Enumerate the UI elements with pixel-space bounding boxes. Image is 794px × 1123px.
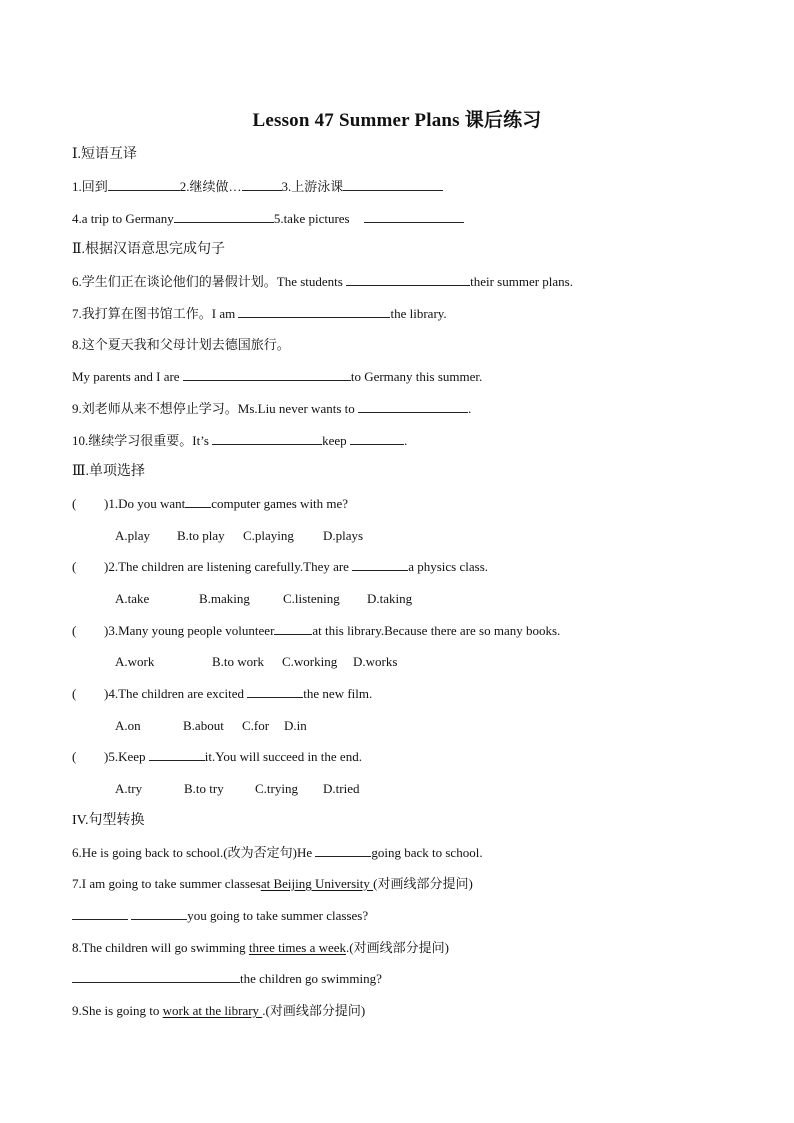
mc-question-3 (72, 622, 560, 640)
mc-stem-b: it.You will succeed in the end. (204, 749, 362, 764)
option-a[interactable]: A.play (115, 528, 151, 543)
q10-en-c: . (403, 433, 408, 448)
s4-q8-b: .(对画线部分提问) (346, 940, 449, 955)
section-4-heading: IV.句型转换 (72, 813, 145, 828)
option-a[interactable]: A.try (115, 781, 143, 796)
option-b[interactable]: B.making (199, 591, 250, 606)
s4-q6-b: going back to school. (371, 845, 483, 860)
s4-q8-underlined: three times a week (248, 940, 347, 955)
option-c[interactable]: C.listening (283, 591, 340, 606)
s4-q9-b: .(对画线部分提问) (262, 1003, 366, 1018)
option-d[interactable]: D.plays (323, 528, 364, 543)
blank[interactable] (131, 907, 187, 920)
s1-q2: 2.继续做… (179, 179, 242, 194)
blank[interactable] (274, 622, 312, 635)
mc-question-1 (72, 495, 348, 513)
answer-paren[interactable]: ( (72, 559, 77, 574)
s4-q7-b: (对画线部分提问) (373, 876, 473, 891)
s4-q8-ans: the children go swimming? (240, 971, 382, 986)
blank[interactable] (183, 368, 351, 381)
option-d[interactable]: D.taking (367, 591, 413, 606)
mc-options-3 (115, 653, 397, 671)
q6-en-b: their summer plans. (470, 274, 573, 289)
s4-q7-answer (72, 907, 368, 925)
s4-q7 (72, 875, 473, 893)
option-c[interactable]: C.trying (255, 781, 298, 796)
s4-q9-underlined: work at the library (162, 1003, 263, 1018)
s4-q7-underlined: at Beijing University (260, 876, 374, 891)
q8-en-a: My parents and I are (72, 369, 183, 384)
s4-q9-a: 9.She is going to (72, 1003, 163, 1018)
s1-q1: 1.回到 (72, 179, 108, 194)
option-d[interactable]: D.in (284, 718, 307, 733)
option-c[interactable]: C.working (282, 654, 338, 669)
answer-paren[interactable]: ( (72, 623, 77, 638)
option-b[interactable]: B.to work (212, 654, 264, 669)
mc-stem-b: computer games with me? (211, 496, 349, 511)
s4-q8-a: 8.The children will go swimming (72, 940, 249, 955)
q6-en-a: The students (276, 274, 347, 289)
blank[interactable] (343, 178, 443, 191)
s4-q9 (72, 1002, 365, 1020)
mc-stem-b: a physics class. (408, 559, 489, 574)
s2-q8-en (72, 368, 482, 386)
mc-question-2 (72, 558, 488, 576)
s1-q3: 3.上游泳课 (281, 179, 344, 194)
option-b[interactable]: B.about (183, 718, 224, 733)
q10-en-b: keep (322, 433, 350, 448)
s2-q9 (72, 400, 471, 418)
option-a[interactable]: A.take (115, 591, 150, 606)
q9-zh: 9.刘老师从来不想停止学习。 (72, 401, 238, 416)
section-2-heading: Ⅱ.根据汉语意思完成句子 (72, 242, 226, 257)
option-d[interactable]: D.works (353, 654, 398, 669)
s4-q6-a: 6.He is going back to school.(改为否定句)He (72, 845, 316, 860)
mc-stem-b: the new film. (303, 686, 373, 701)
s4-q6 (72, 844, 483, 862)
answer-paren[interactable]: ( (72, 686, 77, 701)
s1-row-1 (72, 178, 443, 196)
mc-question-5 (72, 748, 362, 766)
blank[interactable] (108, 178, 180, 191)
s1-q4: 4.a trip to Germany (72, 211, 174, 226)
blank[interactable] (358, 400, 468, 413)
blank[interactable] (350, 432, 404, 445)
q7-en-a: I am (211, 306, 239, 321)
q6-zh: 6.学生们正在谈论他们的暑假计划。 (72, 274, 277, 289)
mc-stem-a: )2.The children are listening carefully.They are (104, 559, 353, 574)
mc-stem-a: )5.Keep (104, 749, 149, 764)
blank[interactable] (352, 558, 408, 571)
q9-en-b: . (468, 401, 472, 416)
option-b[interactable]: B.to play (177, 528, 225, 543)
option-c[interactable]: C.for (242, 718, 270, 733)
blank[interactable] (315, 844, 371, 857)
q7-en-b: the library. (390, 306, 447, 321)
option-d[interactable]: D.tried (323, 781, 360, 796)
s2-q10 (72, 432, 407, 450)
blank[interactable] (242, 178, 282, 191)
s4-q8 (72, 939, 449, 957)
option-a[interactable]: A.work (115, 654, 155, 669)
s4-q8-answer (72, 970, 382, 988)
blank[interactable] (72, 970, 240, 983)
blank[interactable] (346, 273, 470, 286)
mc-stem-a: )1.Do you want (104, 496, 186, 511)
s4-q7-ans: you going to take summer classes? (187, 908, 369, 923)
option-b[interactable]: B.to try (184, 781, 224, 796)
blank[interactable] (364, 210, 464, 223)
blank[interactable] (149, 748, 205, 761)
s2-q7 (72, 305, 447, 323)
mc-question-4 (72, 685, 372, 703)
s2-q6 (72, 273, 573, 291)
option-a[interactable]: A.on (115, 718, 141, 733)
blank[interactable] (238, 305, 390, 318)
s1-q5: 5.take pictures (273, 211, 350, 226)
mc-options-2 (115, 590, 412, 608)
blank[interactable] (72, 907, 128, 920)
q7-zh: 7.我打算在图书馆工作。 (72, 306, 212, 321)
answer-paren[interactable]: ( (72, 496, 77, 511)
option-c[interactable]: C.playing (243, 528, 294, 543)
s1-row-2 (72, 210, 464, 228)
blank[interactable] (247, 685, 303, 698)
s4-q7-a: 7.I am going to take summer classes (72, 876, 261, 891)
blank[interactable] (185, 495, 211, 508)
s2-q8-zh: 8.这个夏天我和父母计划去德国旅行。 (72, 337, 290, 352)
answer-paren[interactable]: ( (72, 749, 77, 764)
mc-options-1 (115, 527, 363, 545)
section-1-heading: Ⅰ.短语互译 (72, 147, 138, 162)
page-title: Lesson 47 Summer Plans 课后练习 (252, 110, 542, 131)
mc-options-5 (115, 780, 359, 798)
section-3-heading: Ⅲ.单项选择 (72, 464, 146, 479)
mc-options-4 (115, 717, 307, 735)
mc-stem-a: )3.Many young people volunteer (104, 623, 275, 638)
q9-en-a: Ms.Liu never wants to (237, 401, 358, 416)
blank[interactable] (174, 210, 274, 223)
mc-stem-a: )4.The children are excited (104, 686, 248, 701)
blank[interactable] (212, 432, 322, 445)
q10-en-a: It’s (192, 433, 213, 448)
q10-zh: 10.继续学习很重要。 (72, 433, 193, 448)
mc-stem-b: at this library.Because there are so many books. (312, 623, 561, 638)
q8-en-b: to Germany this summer. (350, 369, 483, 384)
